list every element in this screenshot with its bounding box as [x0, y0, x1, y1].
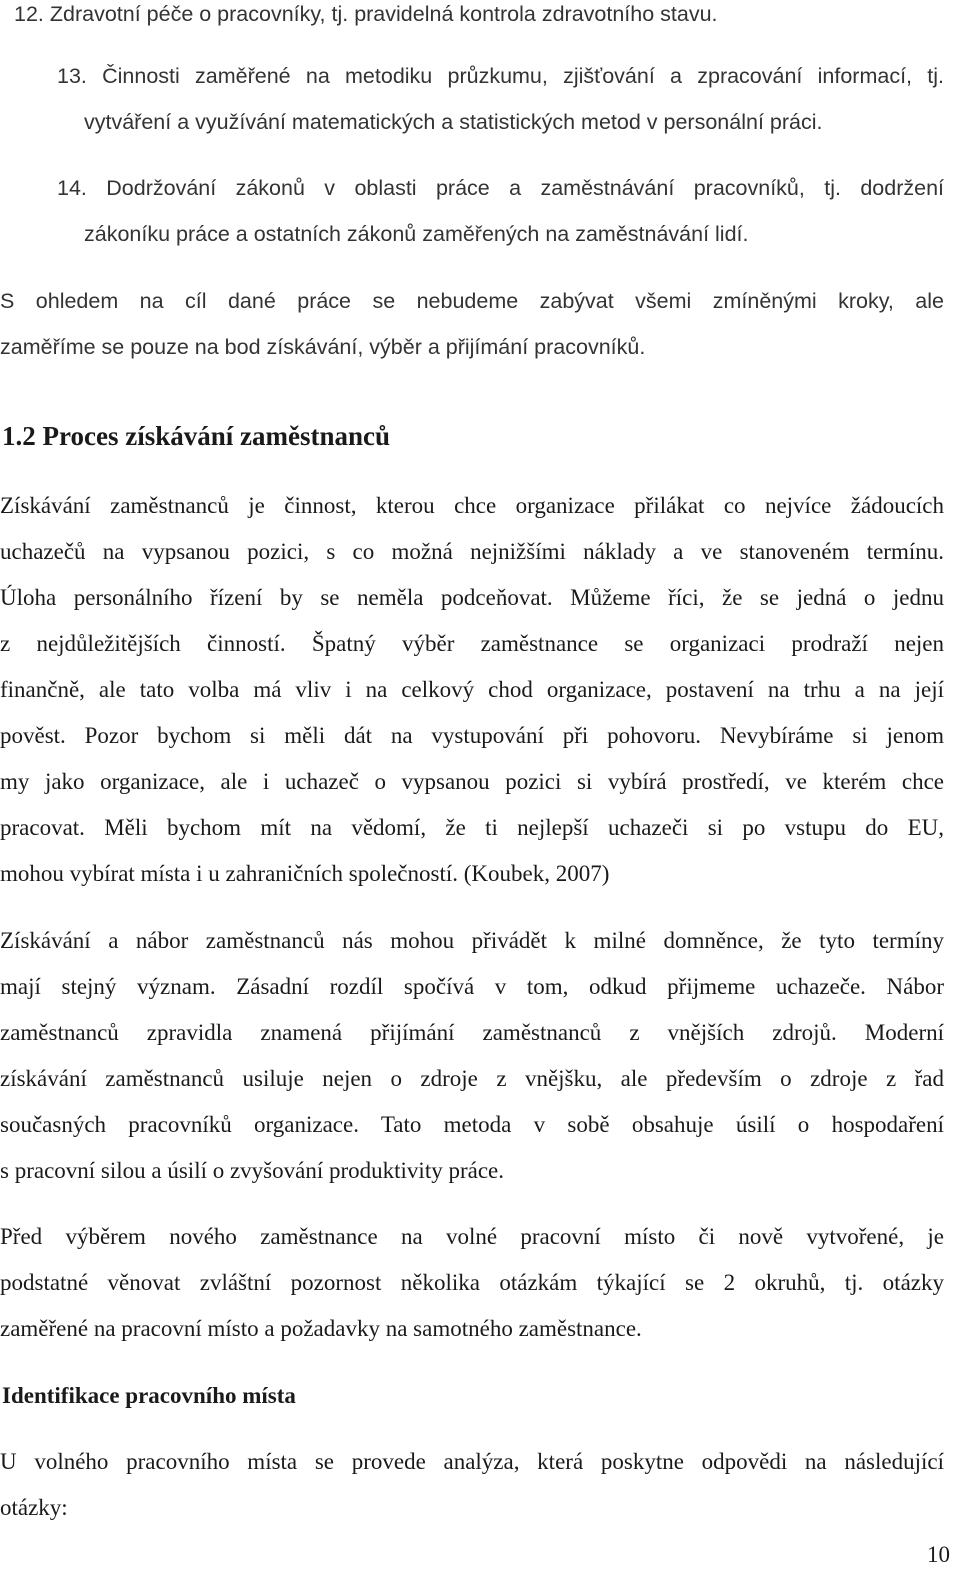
paragraph-line: Úloha personálního řízení by se neměla podceňovat. Můžeme říci, že se jedná o jednu	[0, 585, 944, 610]
paragraph-line: pracovat. Měli bychom mít na vědomí, že ti nejlepší uchazeči si po vstupu do EU,	[0, 815, 944, 840]
paragraph-line: Před výběrem nového zaměstnance na volné pracovní místo či nově vytvořené, je	[0, 1224, 944, 1249]
paragraph-line: současných pracovníků organizace. Tato metoda v sobě obsahuje úsilí o hospodaření	[0, 1112, 944, 1137]
paragraph-line: zaměstnanců zpravidla znamená přijímání zaměstnanců z vnějších zdrojů. Moderní	[0, 1020, 944, 1045]
list-item-line: vytváření a využívání matematických a statistických metod v personální práci.	[84, 110, 823, 134]
paragraph-line: s pracovní silou a úsilí o zvyšování produktivity práce.	[0, 1158, 504, 1183]
subheading: Identifikace pracovního místa	[2, 1383, 296, 1408]
paragraph-line: S ohledem na cíl dané práce se nebudeme zabývat všemi zmíněnými kroky, ale	[0, 289, 944, 313]
paragraph-line: uchazečů na vypsanou pozici, s co možná nejnižšími náklady a ve stanoveném termínu.	[0, 539, 944, 564]
paragraph-line: podstatné věnovat zvláštní pozornost několika otázkám týkající se 2 okruhů, tj. otázky	[0, 1270, 944, 1295]
list-item-line: 12. Zdravotní péče o pracovníky, tj. pravidelná kontrola zdravotního stavu.	[14, 2, 718, 26]
paragraph-line: my jako organizace, ale i uchazeč o vypsanou pozici si vybírá prostředí, ve kterém chce	[0, 769, 944, 794]
paragraph-line: pověst. Pozor bychom si měli dát na vystupování při pohovoru. Nevybíráme si jenom	[0, 723, 944, 748]
paragraph-line: zaměřené na pracovní místo a požadavky na samotného zaměstnance.	[0, 1316, 642, 1341]
paragraph-line: U volného pracovního místa se provede analýza, která poskytne odpovědi na následující	[0, 1449, 944, 1474]
section-heading: 1.2 Proces získávání zaměstnanců	[2, 421, 390, 451]
paragraph-line: z nejdůležitějších činností. Špatný výběr zaměstnance se organizaci prodraží nejen	[0, 631, 944, 656]
paragraph-line: Získávání a nábor zaměstnanců nás mohou přivádět k milné domněnce, že tyto termíny	[0, 928, 944, 953]
list-item-line: 13. Činnosti zaměřené na metodiku průzkumu, zjišťování a zpracování informací, tj.	[57, 64, 944, 88]
page-number: 10	[927, 1542, 950, 1567]
paragraph-line: otázky:	[0, 1495, 68, 1520]
paragraph-line: Získávání zaměstnanců je činnost, kterou chce organizace přilákat co nejvíce žádoucích	[0, 493, 944, 518]
paragraph-line: zaměříme se pouze na bod získávání, výběr a přijímání pracovníků.	[0, 335, 646, 359]
paragraph-line: mohou vybírat místa i u zahraničních společností. (Koubek, 2007)	[0, 861, 610, 886]
paragraph-line: získávání zaměstnanců usiluje nejen o zdroje z vnějšku, ale především o zdroje z řad	[0, 1066, 944, 1091]
list-item-line: 14. Dodržování zákonů v oblasti práce a zaměstnávání pracovníků, tj. dodržení	[57, 176, 944, 200]
list-item-line: zákoníku práce a ostatních zákonů zaměřených na zaměstnávání lidí.	[84, 222, 749, 246]
paragraph-line: finančně, ale tato volba má vliv i na celkový chod organizace, postavení na trhu a na její	[0, 677, 944, 702]
paragraph-line: mají stejný význam. Zásadní rozdíl spočívá v tom, odkud přijmeme uchazeče. Nábor	[0, 974, 944, 999]
